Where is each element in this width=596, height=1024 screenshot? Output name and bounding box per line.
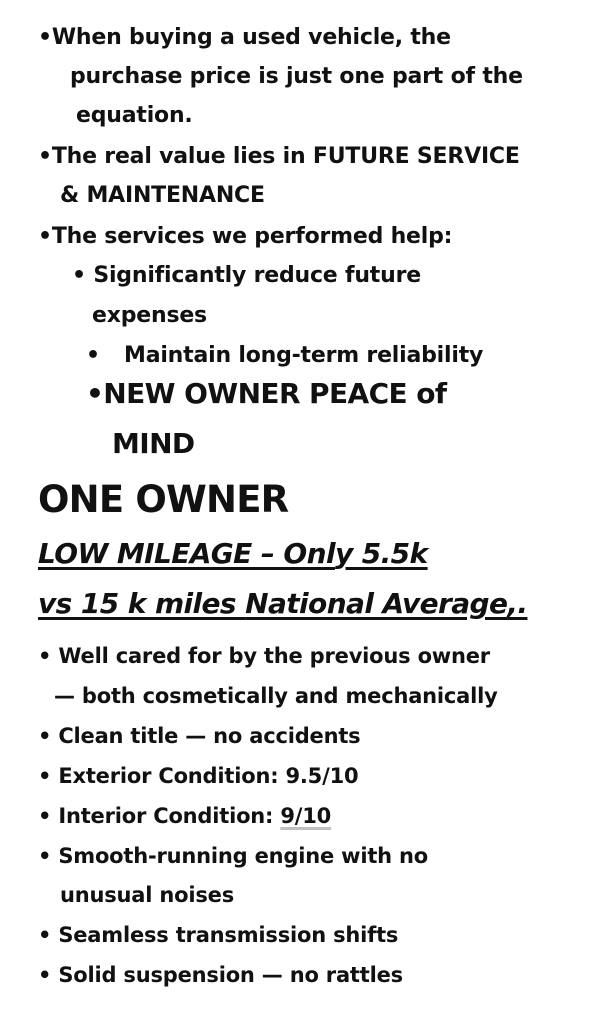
intro-line-5: & MAINTENANCE <box>60 183 265 208</box>
feature-5-line-1: • Smooth-running engine with no <box>38 844 429 868</box>
intro-line-8: expenses <box>92 303 207 328</box>
feature-3: • Exterior Condition: 9.5/10 <box>38 764 359 788</box>
intro-line-3: equation. <box>76 103 193 128</box>
feature-4 <box>38 802 331 830</box>
intro-line-6: •The services we performed help: <box>38 224 453 249</box>
feature-4-value: 9/10 <box>280 804 332 828</box>
intro-line-4: •The real value lies in FUTURE SERVICE <box>38 144 520 169</box>
headline-mileage <box>38 536 428 572</box>
feature-7: • Solid suspension — no rattles <box>38 963 403 987</box>
headline-title: ONE OWNER <box>38 478 289 521</box>
feature-1-line-2: — both cosmetically and mechanically <box>54 684 498 708</box>
intro-line-9-bullet: • <box>86 343 100 368</box>
intro-line-11: MIND <box>112 427 195 460</box>
headline-compare <box>38 586 527 622</box>
feature-4-label: • Interior Condition: <box>38 804 281 828</box>
intro-line-7: • Significantly reduce future <box>72 263 421 288</box>
intro-line-1: •When buying a used vehicle, the <box>38 25 451 50</box>
compare-part-2: National Average <box>245 587 508 620</box>
intro-line-2: purchase price is just one part of the <box>70 64 523 89</box>
mileage-part-1: LOW MILEAGE – Onl <box>38 537 335 570</box>
mileage-part-2: y 5.5k <box>334 537 428 570</box>
feature-2: • Clean title — no accidents <box>38 724 361 748</box>
feature-5-line-2: unusual noises <box>60 883 234 907</box>
intro-line-10: •NEW OWNER PEACE of <box>86 377 447 410</box>
feature-6: • Seamless transmission shifts <box>38 923 399 947</box>
intro-line-9-text: Maintain long-term reliability <box>124 343 484 368</box>
feature-1-line-1: • Well cared for by the previous owner <box>38 644 490 668</box>
compare-part-1: vs 15 k miles <box>38 587 236 620</box>
compare-tail: ,. <box>507 587 528 620</box>
